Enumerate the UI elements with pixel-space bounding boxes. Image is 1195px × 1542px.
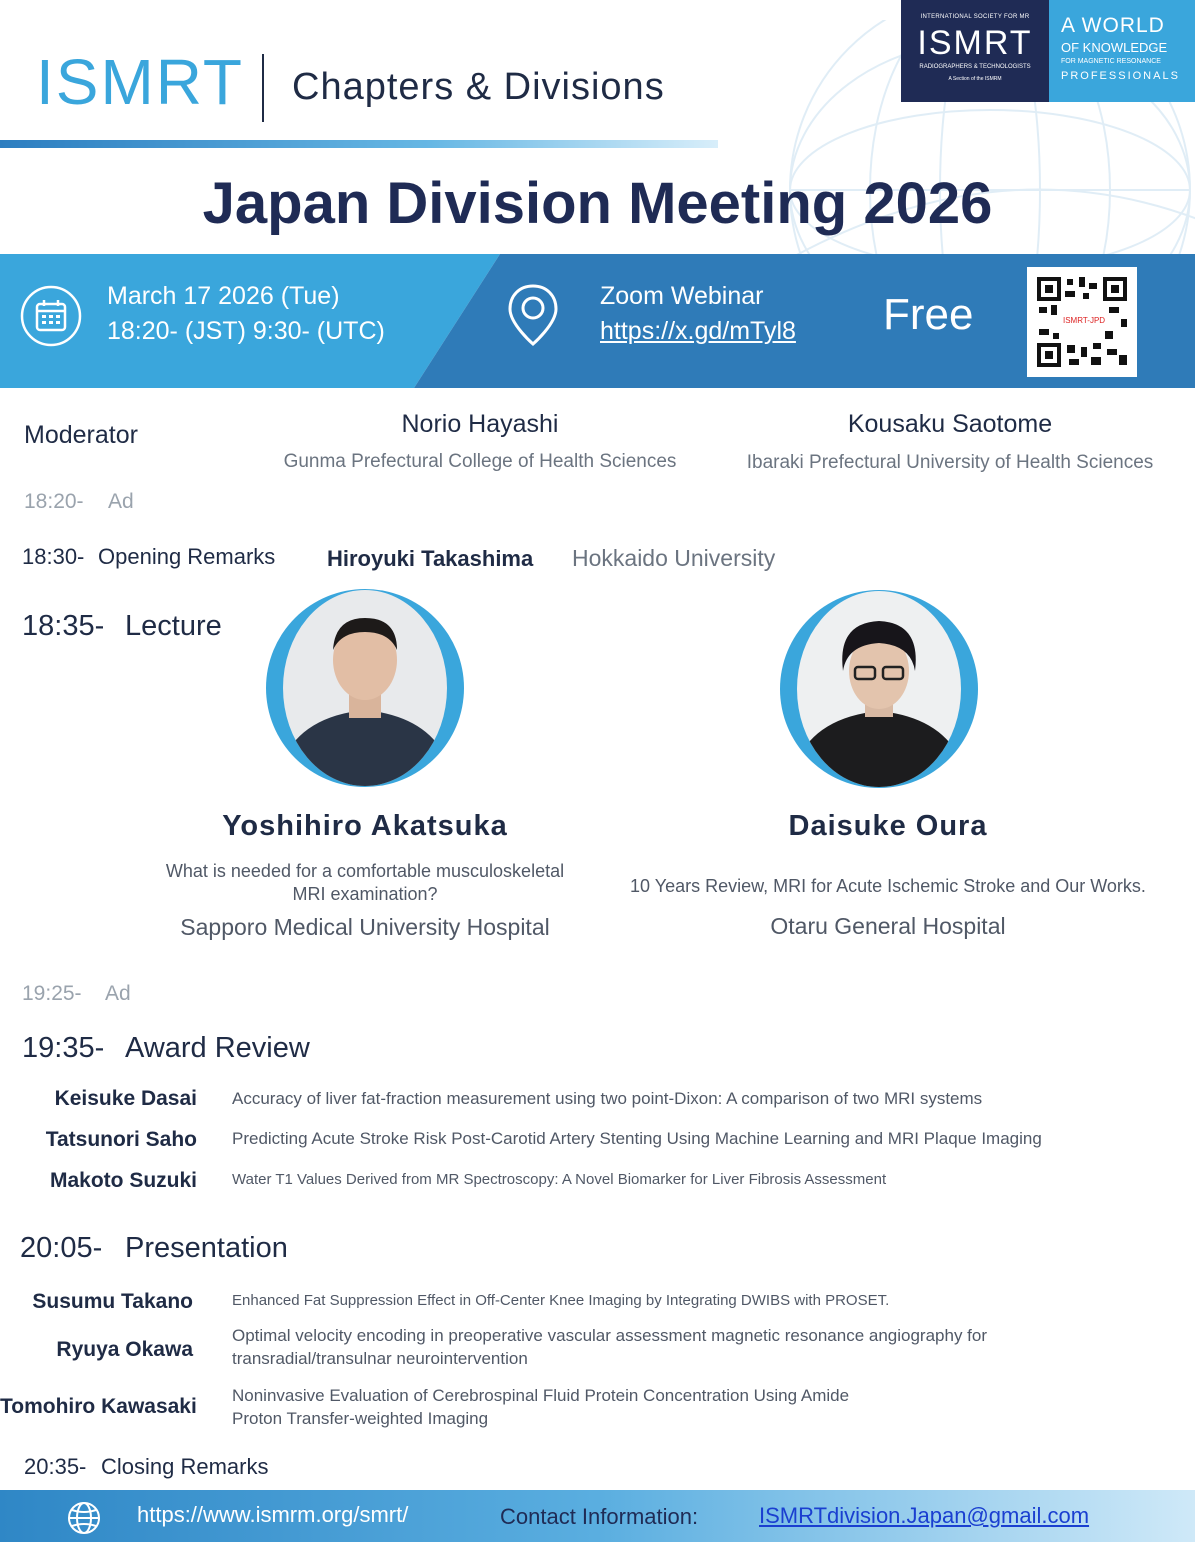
website-link[interactable]: https://www.ismrm.org/smrt/ bbox=[137, 1502, 409, 1527]
speaker-affiliation-akatsuka: Sapporo Medical University Hospital bbox=[180, 914, 550, 940]
award-title-1: Accuracy of liver fat-fraction measurement using two point-Dixon: A comparison of two MRI systems bbox=[232, 1089, 983, 1108]
tagline-3: FOR MAGNETIC RESONANCE bbox=[1061, 58, 1161, 65]
event-title: Japan Division Meeting 2026 bbox=[202, 171, 993, 236]
award-name-3: Makoto Suzuki bbox=[49, 1169, 197, 1192]
award-time: 19:35- bbox=[22, 1032, 105, 1064]
award-name-1: Keisuke Dasai bbox=[54, 1087, 197, 1110]
ismrt-logo: ISMRT bbox=[36, 46, 244, 118]
award-label: Award Review bbox=[125, 1032, 310, 1064]
zoom-link[interactable]: https://x.gd/mTyl8 bbox=[600, 317, 796, 345]
presentation-title-3a: Noninvasive Evaluation of Cerebrospinal Fluid Protein Concentration Using Amide bbox=[232, 1386, 850, 1405]
badge-line2: RADIOGRAPHERS & TECHNOLOGISTS bbox=[919, 64, 1031, 70]
lecture-time: 18:35- bbox=[22, 610, 105, 642]
presentation-name-2: Ryuya Okawa bbox=[56, 1338, 193, 1361]
ismrt-badge bbox=[901, 0, 1049, 102]
presentation-name-1: Susumu Takano bbox=[32, 1290, 193, 1313]
location-pin-icon bbox=[505, 282, 561, 348]
presentation-name-3: Tomohiro Kawasaki bbox=[0, 1395, 197, 1418]
calendar-icon bbox=[20, 285, 82, 347]
tagline-2: OF KNOWLEDGE bbox=[1061, 40, 1168, 55]
logo-divider bbox=[262, 54, 264, 122]
tagline-1: A WORLD bbox=[1061, 14, 1165, 37]
opening-label: Opening Remarks bbox=[98, 544, 276, 569]
award-title-3: Water T1 Values Derived from MR Spectroscopy: A Novel Biomarker for Liver Fibrosis Assessment bbox=[232, 1171, 887, 1188]
moderator-affiliation-2: Ibaraki Prefectural University of Health Sciences bbox=[746, 452, 1154, 473]
tagline-badge bbox=[1049, 0, 1195, 102]
ad-time-1: 18:20- bbox=[24, 490, 84, 513]
speaker-photo-akatsuka bbox=[265, 588, 465, 788]
event-date: March 17 2026 (Tue) bbox=[107, 282, 340, 310]
closing-label: Closing Remarks bbox=[101, 1454, 269, 1479]
ad-label-2: Ad bbox=[105, 982, 131, 1005]
header-rule bbox=[0, 140, 718, 148]
presentation-title-2b: transradial/transulnar neurointervention bbox=[232, 1349, 528, 1368]
contact-email[interactable]: ISMRTdivision.Japan@gmail.com bbox=[759, 1503, 1090, 1528]
event-time: 18:20- (JST) 9:30- (UTC) bbox=[107, 317, 385, 345]
moderator-label: Moderator bbox=[24, 421, 138, 449]
speaker-photo-oura bbox=[779, 589, 979, 789]
lecture-title-2: 10 Years Review, MRI for Acute Ischemic Stroke and Our Works. bbox=[630, 876, 1146, 896]
award-title-2: Predicting Acute Stroke Risk Post-Carotid Artery Stenting Using Machine Learning and MRI Plaque Imaging bbox=[232, 1129, 1042, 1148]
speaker-affiliation-oura: Otaru General Hospital bbox=[770, 913, 1006, 939]
presentation-title-2a: Optimal velocity encoding in preoperative vascular assessment magnetic resonance angiography for bbox=[232, 1326, 988, 1345]
moderator-name-2: Kousaku Saotome bbox=[847, 410, 1053, 438]
event-venue: Zoom Webinar bbox=[600, 282, 764, 310]
badge-line3: A Section of the ISMRM bbox=[948, 76, 1002, 82]
speaker-name-akatsuka: Yoshihiro Akatsuka bbox=[222, 810, 508, 842]
opening-speaker: Hiroyuki Takashima bbox=[327, 546, 534, 571]
presentation-time: 20:05- bbox=[20, 1232, 103, 1264]
presentation-label: Presentation bbox=[125, 1232, 288, 1264]
header-subtitle: Chapters & Divisions bbox=[292, 66, 665, 108]
globe-icon bbox=[66, 1500, 102, 1536]
qr-label: ISMRT-JPD bbox=[1063, 316, 1106, 325]
opening-time: 18:30- bbox=[22, 544, 85, 569]
lecture-label: Lecture bbox=[125, 610, 222, 642]
contact-label: Contact Information: bbox=[500, 1504, 699, 1529]
ad-time-2: 19:25- bbox=[22, 982, 82, 1005]
badge-top-line: INTERNATIONAL SOCIETY FOR MR bbox=[920, 14, 1030, 20]
moderator-name-1: Norio Hayashi bbox=[401, 410, 559, 438]
price-label: Free bbox=[883, 290, 974, 339]
presentation-title-1: Enhanced Fat Suppression Effect in Off-Center Knee Imaging by Integrating DWIBS with PROSET. bbox=[232, 1292, 890, 1309]
closing-time: 20:35- bbox=[24, 1454, 87, 1479]
moderator-affiliation-1: Gunma Prefectural College of Health Sciences bbox=[283, 451, 677, 472]
ad-label-1: Ad bbox=[108, 490, 134, 513]
presentation-title-3b: Proton Transfer-weighted Imaging bbox=[232, 1409, 489, 1428]
badge-name: ISMRT bbox=[917, 24, 1033, 62]
lecture-title-1a: What is needed for a comfortable musculoskeletal bbox=[165, 861, 565, 881]
speaker-name-oura: Daisuke Oura bbox=[788, 810, 988, 842]
qr-code[interactable] bbox=[1027, 267, 1137, 377]
opening-affiliation: Hokkaido University bbox=[572, 545, 776, 571]
tagline-4: PROFESSIONALS bbox=[1061, 70, 1180, 82]
award-name-2: Tatsunori Saho bbox=[45, 1128, 197, 1151]
lecture-title-1b: MRI examination? bbox=[292, 884, 438, 904]
